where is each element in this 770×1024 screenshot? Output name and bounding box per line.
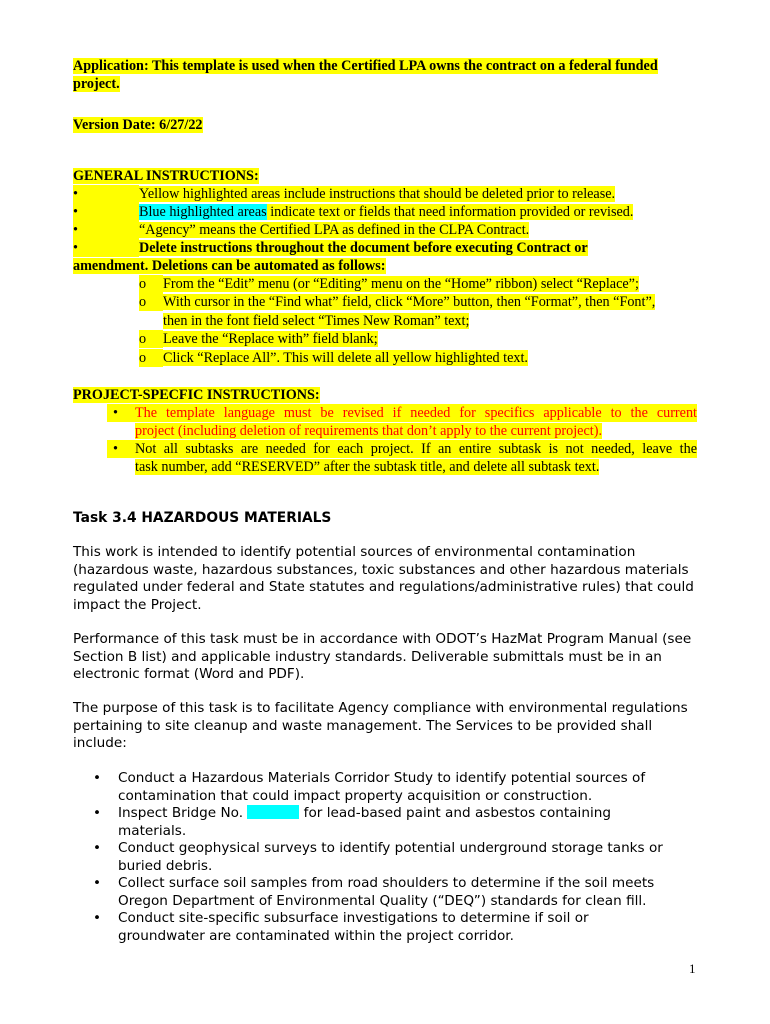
general-sub-2-line-1: With cursor in the “Find what” field, click “More” button, then “Format”, then “Font”, xyxy=(163,294,656,310)
general-item-1: Yellow highlighted areas include instructions that should be deleted prior to release. xyxy=(139,186,616,202)
bullet-pad-2 xyxy=(73,203,139,221)
general-item-4-line-1: Delete instructions throughout the document before executing Contract or xyxy=(139,240,588,256)
project-item-1: The template language must be revised if needed for specifics applicable to the current project (including deletion of requirements that don’t apply to the current project). xyxy=(135,405,697,439)
general-instructions-heading: GENERAL INSTRUCTIONS: xyxy=(73,168,259,184)
sub-bullet-icon: o xyxy=(139,293,163,311)
general-item-3: “Agency” means the Certified LPA as defined in the CLPA Contract. xyxy=(139,222,530,238)
page-number: 1 xyxy=(689,961,696,976)
task-bullet-1: Conduct a Hazardous Materials Corridor Study to identify potential sources of contamination that could impact property acquisition or construction. xyxy=(118,770,646,804)
general-item-2: Blue highlighted areas indicate text or fields that need information provided or revised. xyxy=(139,204,634,220)
bullet-pad-3 xyxy=(73,221,139,239)
general-sub-3: Leave the “Replace with” field blank; xyxy=(163,331,378,347)
task-paragraph-3: The purpose of this task is to facilitate Agency compliance with environmental regulations pertaining to site cleanup and waste management. The Services to be provided shall include: xyxy=(73,700,688,751)
sub-bullet-icon: o xyxy=(139,349,163,367)
project-instructions-heading: PROJECT-SPECFIC INSTRUCTIONS: xyxy=(73,387,320,403)
task-paragraph-2: Performance of this task must be in accordance with ODOT’s HazMat Program Manual (see Section B list) and applicable industry standards. Deliverable submittals must be in an electronic format (Word and PDF). xyxy=(73,631,692,682)
task-bullet-2: Inspect Bridge No. for lead-based paint and asbestos containing materials. xyxy=(118,805,611,839)
version-date: Version Date: 6/27/22 xyxy=(73,117,203,133)
bullet-icon: • xyxy=(73,222,78,238)
bullet-icon: • xyxy=(107,404,135,422)
general-sub-2-line-2: then in the font field select “Times New Roman” text; xyxy=(163,313,470,329)
task-paragraph-1: This work is intended to identify potential sources of environmental contamination (hazardous waste, hazardous substances, toxic substances and other hazardous materials regulated under federal and State statutes and regulations/administrative rules) that could impact the Project. xyxy=(73,544,694,613)
bullet-icon: • xyxy=(93,805,102,821)
bullet-icon: • xyxy=(73,240,78,256)
bullet-icon: • xyxy=(73,186,78,202)
application-text: Application: This template is used when the Certified LPA owns the contract on a federal funded project. xyxy=(73,58,658,92)
task-title: Task 3.4 HAZARDOUS MATERIALS xyxy=(73,510,332,526)
bullet-icon: • xyxy=(73,204,78,220)
sub-bullet-icon: o xyxy=(139,275,163,293)
bullet-icon: • xyxy=(93,840,102,856)
task-bullet-4: Collect surface soil samples from road shoulders to determine if the soil meets Oregon Department of Environmental Quality (“DEQ”) standards for clean fill. xyxy=(118,875,655,909)
general-item-4-line-2: amendment. Deletions can be automated as follows: xyxy=(73,258,386,274)
task-bullet-3: Conduct geophysical surveys to identify potential underground storage tanks or buried debris. xyxy=(118,840,663,874)
bullet-pad-1 xyxy=(73,185,139,203)
bullet-pad-4 xyxy=(73,239,139,257)
task-bullet-5: Conduct site-specific subsurface investigations to determine if soil or groundwater are contaminated within the project corridor. xyxy=(118,910,589,944)
sub-bullet-icon: o xyxy=(139,330,163,348)
bullet-icon: • xyxy=(93,875,102,891)
general-sub-4: Click “Replace All”. This will delete all yellow highlighted text. xyxy=(163,350,528,366)
project-item-2: Not all subtasks are needed for each project. If an entire subtask is not needed, leave the task number, add “RESERVED” after the subtask title, and delete all subtask text. xyxy=(135,441,697,475)
bullet-icon: • xyxy=(107,440,135,458)
bullet-icon: • xyxy=(93,910,102,926)
application-note xyxy=(73,57,698,93)
general-sub-1: From the “Edit” menu (or “Editing” menu on the “Home” ribbon) select “Replace”; xyxy=(163,276,639,292)
bullet-icon: • xyxy=(93,770,102,786)
bridge-number-field[interactable] xyxy=(247,805,299,819)
